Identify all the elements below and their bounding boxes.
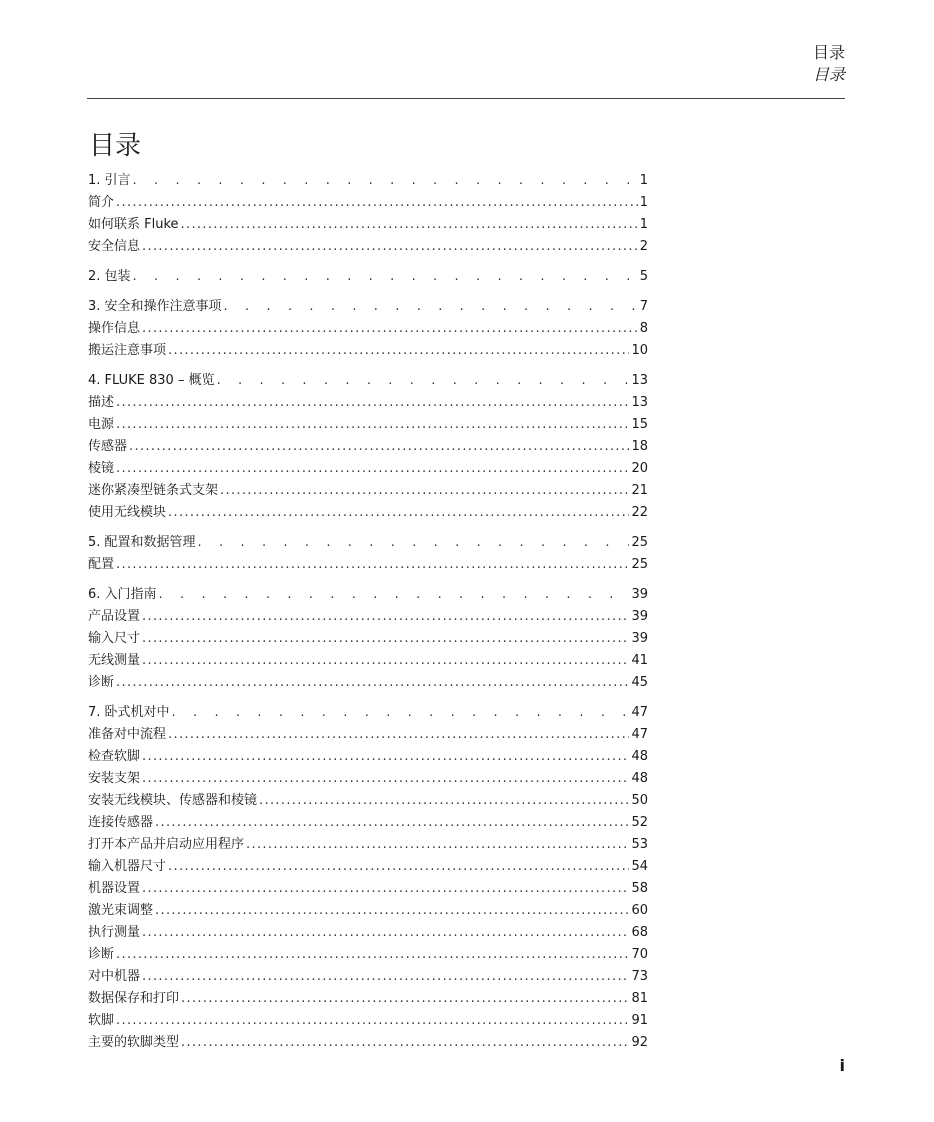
toc-entry-label: 产品设置 <box>88 609 141 624</box>
toc-section-entry[interactable] <box>88 768 648 790</box>
dot-leader <box>172 702 630 724</box>
toc-entry-page: 25 <box>631 557 648 572</box>
toc-section-entry[interactable] <box>88 1010 648 1032</box>
dot-leader <box>116 672 629 694</box>
dot-leader <box>181 988 629 1010</box>
toc-entry-page: 54 <box>631 859 648 874</box>
dot-leader <box>142 746 629 768</box>
toc-entry-label: 传感器 <box>88 439 128 454</box>
dot-leader <box>116 414 629 436</box>
table-of-contents <box>88 170 648 1054</box>
dot-leader <box>217 370 630 392</box>
toc-chapter-entry[interactable] <box>88 296 648 318</box>
toc-chapter-entry[interactable] <box>88 170 648 192</box>
toc-section-entry[interactable] <box>88 458 648 480</box>
toc-entry-page: 58 <box>631 881 648 896</box>
toc-entry-label: 打开本产品并启动应用程序 <box>88 837 245 852</box>
dot-leader <box>142 768 629 790</box>
dot-leader <box>181 214 638 236</box>
dot-leader <box>116 554 629 576</box>
toc-entry-label: 安全信息 <box>88 239 141 254</box>
toc-entry-label: 机器设置 <box>88 881 141 896</box>
toc-entry-page: 7 <box>639 299 648 314</box>
toc-section-entry[interactable] <box>88 554 648 576</box>
dot-leader <box>168 856 629 878</box>
toc-entry-page: 47 <box>631 705 648 720</box>
toc-entry-label: 对中机器 <box>88 969 141 984</box>
toc-entry-label: 5. 配置和数据管理 <box>88 535 196 550</box>
toc-section-entry[interactable] <box>88 436 648 458</box>
dot-leader <box>142 318 638 340</box>
toc-entry-label: 简介 <box>88 195 115 210</box>
toc-entry-page: 53 <box>631 837 648 852</box>
toc-section-entry[interactable] <box>88 966 648 988</box>
toc-entry-page: 91 <box>631 1013 648 1028</box>
toc-section-entry[interactable] <box>88 856 648 878</box>
dot-leader <box>116 192 638 214</box>
toc-entry-label: 输入机器尺寸 <box>88 859 167 874</box>
toc-section-entry[interactable] <box>88 988 648 1010</box>
toc-entry-page: 21 <box>631 483 648 498</box>
toc-section-entry[interactable] <box>88 606 648 628</box>
toc-entry-page: 1 <box>639 217 648 232</box>
dot-leader <box>142 236 638 258</box>
toc-entry-label: 执行测量 <box>88 925 141 940</box>
dot-leader <box>142 628 629 650</box>
toc-section-entry[interactable] <box>88 236 648 258</box>
dot-leader <box>116 392 629 414</box>
dot-leader <box>142 922 629 944</box>
toc-entry-label: 安装支架 <box>88 771 141 786</box>
toc-section-entry[interactable] <box>88 214 648 236</box>
toc-entry-label: 激光束调整 <box>88 903 154 918</box>
toc-entry-label: 诊断 <box>88 675 115 690</box>
running-header <box>813 42 845 86</box>
toc-entry-page: 22 <box>631 505 648 520</box>
toc-section-entry[interactable] <box>88 724 648 746</box>
toc-entry-page: 73 <box>631 969 648 984</box>
toc-section-entry[interactable] <box>88 1032 648 1054</box>
dot-leader <box>142 878 629 900</box>
dot-leader <box>168 340 629 362</box>
toc-entry-page: 68 <box>631 925 648 940</box>
dot-leader <box>220 480 629 502</box>
dot-leader <box>116 944 629 966</box>
dot-leader <box>168 724 629 746</box>
dot-leader <box>155 900 629 922</box>
toc-entry-page: 60 <box>631 903 648 918</box>
toc-entry-label: 电源 <box>88 417 115 432</box>
toc-section-entry[interactable] <box>88 414 648 436</box>
toc-entry-page: 13 <box>631 395 648 410</box>
toc-entry-label: 无线测量 <box>88 653 141 668</box>
toc-entry-label: 安装无线模块、传感器和棱镜 <box>88 793 258 808</box>
toc-entry-page: 41 <box>631 653 648 668</box>
toc-entry-label: 连接传感器 <box>88 815 154 830</box>
dot-leader <box>198 532 630 554</box>
toc-entry-label: 描述 <box>88 395 115 410</box>
toc-entry-label: 2. 包装 <box>88 269 131 284</box>
toc-entry-label: 4. FLUKE 830 – 概览 <box>88 373 215 388</box>
toc-entry-label: 软脚 <box>88 1013 115 1028</box>
toc-entry-page: 15 <box>631 417 648 432</box>
toc-entry-page: 48 <box>631 749 648 764</box>
toc-entry-label: 主要的软脚类型 <box>88 1035 180 1050</box>
toc-section-entry[interactable] <box>88 340 648 362</box>
toc-entry-page: 1 <box>639 173 648 188</box>
toc-section-entry[interactable] <box>88 900 648 922</box>
toc-entry-page: 92 <box>631 1035 648 1050</box>
toc-entry-page: 5 <box>639 269 648 284</box>
toc-entry-page: 2 <box>639 239 648 254</box>
toc-section-entry[interactable] <box>88 480 648 502</box>
dot-leader <box>142 650 629 672</box>
toc-entry-page: 39 <box>631 587 648 602</box>
dot-leader <box>259 790 629 812</box>
toc-section-entry[interactable] <box>88 650 648 672</box>
dot-leader <box>129 436 629 458</box>
toc-entry-page: 45 <box>631 675 648 690</box>
toc-section-entry[interactable] <box>88 672 648 694</box>
toc-section-entry[interactable] <box>88 812 648 834</box>
toc-chapter-entry[interactable] <box>88 702 648 724</box>
dot-leader <box>116 1010 629 1032</box>
dot-leader <box>133 170 638 192</box>
toc-entry-page: 8 <box>639 321 648 336</box>
toc-section-entry[interactable] <box>88 392 648 414</box>
toc-entry-page: 81 <box>631 991 648 1006</box>
toc-entry-label: 6. 入门指南 <box>88 587 157 602</box>
toc-entry-page: 20 <box>631 461 648 476</box>
toc-entry-label: 准备对中流程 <box>88 727 167 742</box>
toc-entry-label: 3. 安全和操作注意事项 <box>88 299 222 314</box>
toc-entry-label: 棱镜 <box>88 461 115 476</box>
toc-entry-page: 39 <box>631 609 648 624</box>
dot-leader <box>142 606 629 628</box>
toc-section-entry[interactable] <box>88 628 648 650</box>
header-subtitle: 目录 <box>812 65 845 84</box>
page-title: 目录 <box>89 131 142 161</box>
toc-entry-label: 诊断 <box>88 947 115 962</box>
toc-entry-label: 配置 <box>88 557 115 572</box>
toc-chapter-entry[interactable] <box>88 370 648 392</box>
dot-leader <box>155 812 629 834</box>
toc-entry-label: 使用无线模块 <box>88 505 167 520</box>
dot-leader <box>142 966 629 988</box>
toc-entry-page: 1 <box>639 195 648 210</box>
toc-section-entry[interactable] <box>88 922 648 944</box>
toc-entry-page: 18 <box>631 439 648 454</box>
toc-chapter-entry[interactable] <box>88 532 648 554</box>
toc-entry-label: 迷你紧凑型链条式支架 <box>88 483 219 498</box>
toc-entry-label: 检查软脚 <box>88 749 141 764</box>
toc-section-entry[interactable] <box>88 746 648 768</box>
toc-chapter-entry[interactable] <box>88 266 648 288</box>
toc-entry-label: 如何联系 Fluke <box>88 217 179 232</box>
toc-entry-page: 50 <box>631 793 648 808</box>
toc-section-entry[interactable] <box>88 318 648 340</box>
toc-section-entry[interactable] <box>88 502 648 524</box>
header-title: 目录 <box>812 43 845 62</box>
toc-entry-label: 搬运注意事项 <box>88 343 167 358</box>
toc-entry-label: 数据保存和打印 <box>88 991 180 1006</box>
toc-entry-page: 25 <box>631 535 648 550</box>
header-divider <box>87 98 845 99</box>
toc-entry-page: 10 <box>631 343 648 358</box>
toc-entry-page: 13 <box>631 373 648 388</box>
toc-entry-page: 70 <box>631 947 648 962</box>
dot-leader <box>181 1032 629 1054</box>
toc-entry-page: 47 <box>631 727 648 742</box>
dot-leader <box>116 458 629 480</box>
page-number: i <box>839 1056 845 1075</box>
dot-leader <box>224 296 638 318</box>
toc-section-entry[interactable] <box>88 878 648 900</box>
toc-entry-page: 48 <box>631 771 648 786</box>
toc-section-entry[interactable] <box>88 192 648 214</box>
toc-entry-label: 7. 卧式机对中 <box>88 705 170 720</box>
toc-section-entry[interactable] <box>88 834 648 856</box>
toc-entry-page: 52 <box>631 815 648 830</box>
toc-section-entry[interactable] <box>88 790 648 812</box>
toc-chapter-entry[interactable] <box>88 584 648 606</box>
dot-leader <box>168 502 629 524</box>
toc-entry-label: 操作信息 <box>88 321 141 336</box>
toc-section-entry[interactable] <box>88 944 648 966</box>
toc-entry-label: 输入尺寸 <box>88 631 141 646</box>
dot-leader <box>246 834 629 856</box>
toc-entry-label: 1. 引言 <box>88 173 131 188</box>
toc-entry-page: 39 <box>631 631 648 646</box>
dot-leader <box>159 584 630 606</box>
dot-leader <box>133 266 638 288</box>
